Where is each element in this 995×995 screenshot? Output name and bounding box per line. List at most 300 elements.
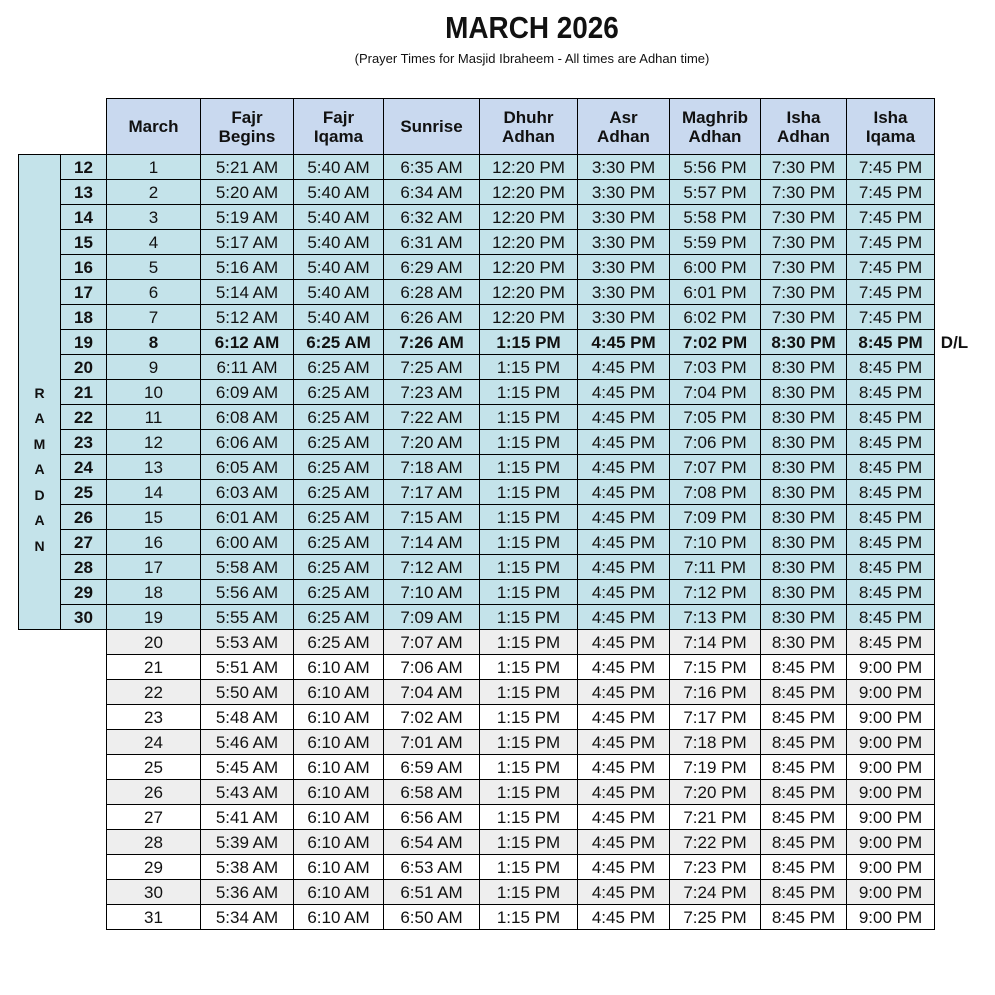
- cell-fajr-begins: 5:41 AM: [201, 805, 294, 830]
- cell-fajr-begins: 5:17 AM: [201, 230, 294, 255]
- ramadan-letter: R: [34, 384, 45, 401]
- cell-ramadan-day: 16: [61, 255, 107, 280]
- cell-dhuhr-adhan: 1:15 PM: [480, 805, 578, 830]
- cell-maghrib-adhan: 5:59 PM: [670, 230, 761, 255]
- cell-asr-adhan: 4:45 PM: [578, 705, 670, 730]
- cell-isha-iqama: 8:45 PM: [847, 480, 935, 505]
- blank-cell: [19, 705, 61, 730]
- header-spacer: [19, 99, 61, 155]
- cell-fajr-iqama: 6:10 AM: [294, 780, 384, 805]
- cell-asr-adhan: 4:45 PM: [578, 630, 670, 655]
- cell-isha-iqama: 7:45 PM: [847, 305, 935, 330]
- blank-cell: [61, 680, 107, 705]
- cell-sunrise: 6:26 AM: [384, 305, 480, 330]
- cell-maghrib-adhan: 7:15 PM: [670, 655, 761, 680]
- cell-maghrib-adhan: 6:02 PM: [670, 305, 761, 330]
- cell-sunrise: 7:23 AM: [384, 380, 480, 405]
- cell-isha-adhan: 8:30 PM: [761, 630, 847, 655]
- cell-fajr-begins: 5:55 AM: [201, 605, 294, 630]
- cell-sunrise: 6:58 AM: [384, 780, 480, 805]
- cell-dhuhr-adhan: 1:15 PM: [480, 555, 578, 580]
- cell-asr-adhan: 4:45 PM: [578, 905, 670, 930]
- cell-date: 2: [107, 180, 201, 205]
- cell-asr-adhan: 4:45 PM: [578, 830, 670, 855]
- cell-isha-adhan: 8:30 PM: [761, 430, 847, 455]
- blank-cell: [19, 880, 61, 905]
- cell-fajr-begins: 6:09 AM: [201, 380, 294, 405]
- cell-fajr-iqama: 6:25 AM: [294, 630, 384, 655]
- cell-dhuhr-adhan: 1:15 PM: [480, 655, 578, 680]
- cell-dhuhr-adhan: 1:15 PM: [480, 680, 578, 705]
- cell-dhuhr-adhan: 1:15 PM: [480, 855, 578, 880]
- table-row: [19, 730, 975, 755]
- cell-asr-adhan: 4:45 PM: [578, 330, 670, 355]
- cell-note: [935, 555, 975, 580]
- cell-maghrib-adhan: 7:18 PM: [670, 730, 761, 755]
- cell-maghrib-adhan: 7:12 PM: [670, 580, 761, 605]
- cell-isha-adhan: 8:45 PM: [761, 705, 847, 730]
- cell-isha-iqama: 7:45 PM: [847, 155, 935, 180]
- cell-maghrib-adhan: 7:14 PM: [670, 630, 761, 655]
- blank-cell: [61, 730, 107, 755]
- cell-sunrise: 7:07 AM: [384, 630, 480, 655]
- cell-fajr-iqama: 6:10 AM: [294, 855, 384, 880]
- table-row: [19, 205, 975, 230]
- table-row: [19, 180, 975, 205]
- cell-dhuhr-adhan: 1:15 PM: [480, 480, 578, 505]
- cell-sunrise: 6:34 AM: [384, 180, 480, 205]
- cell-maghrib-adhan: 7:19 PM: [670, 755, 761, 780]
- cell-maghrib-adhan: 7:16 PM: [670, 680, 761, 705]
- cell-date: 18: [107, 580, 201, 605]
- blank-cell: [61, 805, 107, 830]
- cell-asr-adhan: 4:45 PM: [578, 480, 670, 505]
- cell-asr-adhan: 4:45 PM: [578, 580, 670, 605]
- cell-ramadan-day: 26: [61, 505, 107, 530]
- cell-isha-adhan: 8:30 PM: [761, 580, 847, 605]
- cell-fajr-iqama: 6:25 AM: [294, 480, 384, 505]
- cell-isha-adhan: 8:45 PM: [761, 655, 847, 680]
- cell-isha-adhan: 8:45 PM: [761, 780, 847, 805]
- blank-cell: [19, 655, 61, 680]
- table-row: [19, 655, 975, 680]
- cell-dhuhr-adhan: 12:20 PM: [480, 280, 578, 305]
- cell-asr-adhan: 4:45 PM: [578, 730, 670, 755]
- ramadan-letter: A: [34, 512, 45, 529]
- page-subtitle: (Prayer Times for Masjid Ibraheem - All times are Adhan time): [354, 51, 710, 66]
- cell-asr-adhan: 3:30 PM: [578, 205, 670, 230]
- cell-ramadan-day: 25: [61, 480, 107, 505]
- table-row: [19, 455, 975, 480]
- cell-ramadan-day: 14: [61, 205, 107, 230]
- cell-asr-adhan: 4:45 PM: [578, 555, 670, 580]
- cell-isha-adhan: 7:30 PM: [761, 230, 847, 255]
- cell-fajr-iqama: 6:10 AM: [294, 755, 384, 780]
- table-row: [19, 380, 975, 405]
- table-row: [19, 230, 975, 255]
- cell-isha-iqama: 9:00 PM: [847, 880, 935, 905]
- cell-note: [935, 780, 975, 805]
- blank-cell: [61, 830, 107, 855]
- cell-fajr-begins: 5:51 AM: [201, 655, 294, 680]
- cell-sunrise: 7:12 AM: [384, 555, 480, 580]
- cell-date: 22: [107, 680, 201, 705]
- cell-note: [935, 180, 975, 205]
- cell-date: 31: [107, 905, 201, 930]
- cell-fajr-begins: 5:21 AM: [201, 155, 294, 180]
- cell-note: [935, 580, 975, 605]
- table-row: [19, 280, 975, 305]
- blank-cell: [61, 705, 107, 730]
- cell-fajr-begins: 5:46 AM: [201, 730, 294, 755]
- cell-date: 16: [107, 530, 201, 555]
- cell-isha-adhan: 8:30 PM: [761, 355, 847, 380]
- cell-maghrib-adhan: 7:10 PM: [670, 530, 761, 555]
- cell-note: [935, 405, 975, 430]
- cell-fajr-begins: 5:45 AM: [201, 755, 294, 780]
- blank-cell: [61, 630, 107, 655]
- cell-fajr-begins: 6:03 AM: [201, 480, 294, 505]
- cell-date: 23: [107, 705, 201, 730]
- cell-dhuhr-adhan: 1:15 PM: [480, 580, 578, 605]
- table-row: [19, 355, 975, 380]
- cell-sunrise: 6:29 AM: [384, 255, 480, 280]
- blank-cell: [19, 680, 61, 705]
- cell-isha-iqama: 8:45 PM: [847, 330, 935, 355]
- cell-asr-adhan: 4:45 PM: [578, 405, 670, 430]
- cell-ramadan-day: 18: [61, 305, 107, 330]
- cell-fajr-iqama: 5:40 AM: [294, 280, 384, 305]
- table-row: [19, 430, 975, 455]
- cell-fajr-iqama: 6:25 AM: [294, 505, 384, 530]
- cell-sunrise: 6:56 AM: [384, 805, 480, 830]
- cell-isha-adhan: 7:30 PM: [761, 280, 847, 305]
- cell-sunrise: 6:32 AM: [384, 205, 480, 230]
- cell-maghrib-adhan: 7:03 PM: [670, 355, 761, 380]
- ramadan-letter: A: [34, 461, 45, 478]
- cell-isha-iqama: 8:45 PM: [847, 455, 935, 480]
- cell-asr-adhan: 4:45 PM: [578, 855, 670, 880]
- ramadan-letter: A: [34, 410, 45, 427]
- cell-isha-adhan: 8:30 PM: [761, 555, 847, 580]
- cell-note: [935, 705, 975, 730]
- cell-isha-iqama: 9:00 PM: [847, 755, 935, 780]
- cell-sunrise: 6:53 AM: [384, 855, 480, 880]
- cell-note: [935, 455, 975, 480]
- table-row: [19, 480, 975, 505]
- cell-isha-iqama: 8:45 PM: [847, 605, 935, 630]
- cell-isha-iqama: 8:45 PM: [847, 505, 935, 530]
- cell-fajr-begins: 6:11 AM: [201, 355, 294, 380]
- cell-date: 11: [107, 405, 201, 430]
- cell-sunrise: 7:25 AM: [384, 355, 480, 380]
- cell-asr-adhan: 4:45 PM: [578, 805, 670, 830]
- blank-cell: [19, 755, 61, 780]
- ramadan-label: [19, 155, 61, 630]
- cell-note: [935, 480, 975, 505]
- cell-isha-iqama: 7:45 PM: [847, 280, 935, 305]
- table-row: [19, 155, 975, 180]
- blank-cell: [19, 905, 61, 930]
- cell-sunrise: 7:26 AM: [384, 330, 480, 355]
- cell-fajr-begins: 5:43 AM: [201, 780, 294, 805]
- cell-isha-adhan: 8:45 PM: [761, 855, 847, 880]
- cell-fajr-begins: 5:20 AM: [201, 180, 294, 205]
- cell-note: [935, 305, 975, 330]
- cell-asr-adhan: 4:45 PM: [578, 530, 670, 555]
- cell-date: 6: [107, 280, 201, 305]
- table-row: [19, 705, 975, 730]
- header-row: [19, 99, 975, 155]
- cell-fajr-iqama: 6:25 AM: [294, 430, 384, 455]
- cell-sunrise: 7:22 AM: [384, 405, 480, 430]
- table-row: [19, 405, 975, 430]
- cell-note: [935, 355, 975, 380]
- cell-date: 25: [107, 755, 201, 780]
- cell-note: [935, 655, 975, 680]
- cell-isha-adhan: 8:45 PM: [761, 905, 847, 930]
- cell-maghrib-adhan: 5:58 PM: [670, 205, 761, 230]
- table-row: [19, 555, 975, 580]
- cell-date: 10: [107, 380, 201, 405]
- cell-sunrise: 6:35 AM: [384, 155, 480, 180]
- cell-date: 7: [107, 305, 201, 330]
- cell-isha-iqama: 7:45 PM: [847, 255, 935, 280]
- cell-isha-iqama: 9:00 PM: [847, 905, 935, 930]
- cell-maghrib-adhan: 7:17 PM: [670, 705, 761, 730]
- cell-asr-adhan: 3:30 PM: [578, 155, 670, 180]
- cell-fajr-begins: 5:12 AM: [201, 305, 294, 330]
- cell-ramadan-day: 28: [61, 555, 107, 580]
- cell-date: 3: [107, 205, 201, 230]
- cell-note: [935, 630, 975, 655]
- cell-isha-iqama: 8:45 PM: [847, 355, 935, 380]
- cell-note: [935, 755, 975, 780]
- cell-isha-adhan: 8:45 PM: [761, 680, 847, 705]
- blank-cell: [19, 830, 61, 855]
- cell-ramadan-day: 22: [61, 405, 107, 430]
- cell-sunrise: 6:50 AM: [384, 905, 480, 930]
- blank-cell: [19, 630, 61, 655]
- cell-isha-iqama: 8:45 PM: [847, 405, 935, 430]
- cell-fajr-begins: 5:53 AM: [201, 630, 294, 655]
- table-row: [19, 805, 975, 830]
- table-row: [19, 255, 975, 280]
- cell-isha-adhan: 8:30 PM: [761, 530, 847, 555]
- cell-isha-iqama: 9:00 PM: [847, 655, 935, 680]
- cell-date: 28: [107, 830, 201, 855]
- cell-isha-iqama: 7:45 PM: [847, 230, 935, 255]
- cell-ramadan-day: 29: [61, 580, 107, 605]
- cell-ramadan-day: 30: [61, 605, 107, 630]
- table-row: [19, 605, 975, 630]
- blank-cell: [19, 855, 61, 880]
- table-row: [19, 855, 975, 880]
- cell-fajr-iqama: 6:10 AM: [294, 655, 384, 680]
- cell-fajr-iqama: 6:25 AM: [294, 380, 384, 405]
- blank-cell: [61, 855, 107, 880]
- cell-dhuhr-adhan: 12:20 PM: [480, 180, 578, 205]
- blank-cell: [19, 730, 61, 755]
- cell-ramadan-day: 21: [61, 380, 107, 405]
- cell-sunrise: 7:01 AM: [384, 730, 480, 755]
- cell-asr-adhan: 3:30 PM: [578, 305, 670, 330]
- cell-isha-iqama: 8:45 PM: [847, 555, 935, 580]
- ramadan-letter: N: [34, 537, 45, 554]
- cell-maghrib-adhan: 7:04 PM: [670, 380, 761, 405]
- cell-note: [935, 680, 975, 705]
- cell-isha-iqama: 8:45 PM: [847, 530, 935, 555]
- blank-cell: [61, 880, 107, 905]
- cell-maghrib-adhan: 6:00 PM: [670, 255, 761, 280]
- cell-maghrib-adhan: 7:22 PM: [670, 830, 761, 855]
- cell-fajr-begins: 5:38 AM: [201, 855, 294, 880]
- cell-maghrib-adhan: 7:23 PM: [670, 855, 761, 880]
- cell-note: D/L: [940, 332, 969, 352]
- cell-dhuhr-adhan: 1:15 PM: [480, 605, 578, 630]
- cell-isha-adhan: 8:30 PM: [761, 455, 847, 480]
- cell-sunrise: 7:10 AM: [384, 580, 480, 605]
- cell-date: 12: [107, 430, 201, 455]
- cell-ramadan-day: 13: [61, 180, 107, 205]
- header-fajr-begins: Fajr Begins: [201, 99, 294, 155]
- cell-isha-adhan: 7:30 PM: [761, 155, 847, 180]
- cell-note: [935, 730, 975, 755]
- cell-note: [935, 605, 975, 630]
- cell-ramadan-day: 20: [61, 355, 107, 380]
- cell-maghrib-adhan: 5:57 PM: [670, 180, 761, 205]
- cell-date: 4: [107, 230, 201, 255]
- page-title: MARCH 2026: [445, 10, 619, 45]
- cell-isha-adhan: 8:45 PM: [761, 730, 847, 755]
- cell-date: 14: [107, 480, 201, 505]
- cell-maghrib-adhan: 7:24 PM: [670, 880, 761, 905]
- cell-fajr-begins: 5:48 AM: [201, 705, 294, 730]
- cell-fajr-begins: 5:16 AM: [201, 255, 294, 280]
- cell-sunrise: 7:14 AM: [384, 530, 480, 555]
- cell-maghrib-adhan: 7:02 PM: [670, 330, 761, 355]
- ramadan-letter: M: [33, 435, 46, 452]
- cell-isha-iqama: 9:00 PM: [847, 705, 935, 730]
- cell-date: 5: [107, 255, 201, 280]
- cell-fajr-begins: 5:34 AM: [201, 905, 294, 930]
- cell-asr-adhan: 4:45 PM: [578, 380, 670, 405]
- header-spacer: [61, 99, 107, 155]
- cell-sunrise: 7:06 AM: [384, 655, 480, 680]
- cell-maghrib-adhan: 7:11 PM: [670, 555, 761, 580]
- cell-sunrise: 6:59 AM: [384, 755, 480, 780]
- cell-fajr-iqama: 6:25 AM: [294, 355, 384, 380]
- cell-isha-adhan: 8:45 PM: [761, 755, 847, 780]
- table-row: [19, 630, 975, 655]
- cell-fajr-iqama: 6:25 AM: [294, 330, 384, 355]
- cell-dhuhr-adhan: 12:20 PM: [480, 255, 578, 280]
- cell-dhuhr-adhan: 1:15 PM: [480, 380, 578, 405]
- table-row: [19, 755, 975, 780]
- cell-asr-adhan: 4:45 PM: [578, 680, 670, 705]
- cell-maghrib-adhan: 7:06 PM: [670, 430, 761, 455]
- cell-fajr-begins: 5:14 AM: [201, 280, 294, 305]
- cell-sunrise: 6:51 AM: [384, 880, 480, 905]
- cell-fajr-iqama: 6:25 AM: [294, 605, 384, 630]
- cell-sunrise: 7:18 AM: [384, 455, 480, 480]
- cell-maghrib-adhan: 7:13 PM: [670, 605, 761, 630]
- cell-note: [935, 530, 975, 555]
- cell-isha-iqama: 9:00 PM: [847, 680, 935, 705]
- cell-maghrib-adhan: 5:56 PM: [670, 155, 761, 180]
- cell-fajr-begins: 6:08 AM: [201, 405, 294, 430]
- cell-note: [935, 255, 975, 280]
- cell-note: [935, 155, 975, 180]
- cell-date: 13: [107, 455, 201, 480]
- cell-maghrib-adhan: 7:25 PM: [670, 905, 761, 930]
- table-row: [19, 680, 975, 705]
- cell-sunrise: 7:02 AM: [384, 705, 480, 730]
- cell-dhuhr-adhan: 1:15 PM: [480, 355, 578, 380]
- cell-sunrise: 6:28 AM: [384, 280, 480, 305]
- header-maghrib-adhan: Maghrib Adhan: [670, 99, 761, 155]
- cell-isha-iqama: 8:45 PM: [847, 380, 935, 405]
- cell-isha-iqama: 9:00 PM: [847, 730, 935, 755]
- cell-isha-adhan: 8:30 PM: [761, 505, 847, 530]
- cell-isha-iqama: 9:00 PM: [847, 830, 935, 855]
- cell-asr-adhan: 4:45 PM: [578, 455, 670, 480]
- header-march: March: [107, 99, 201, 155]
- cell-asr-adhan: 3:30 PM: [578, 280, 670, 305]
- cell-fajr-begins: 6:00 AM: [201, 530, 294, 555]
- cell-date: 29: [107, 855, 201, 880]
- cell-asr-adhan: 4:45 PM: [578, 780, 670, 805]
- header-spacer: [935, 99, 975, 155]
- cell-isha-adhan: 8:30 PM: [761, 480, 847, 505]
- cell-ramadan-day: 12: [61, 155, 107, 180]
- cell-dhuhr-adhan: 1:15 PM: [480, 430, 578, 455]
- cell-date: 1: [107, 155, 201, 180]
- header-fajr-iqama: Fajr Iqama: [294, 99, 384, 155]
- cell-isha-adhan: 8:30 PM: [761, 380, 847, 405]
- cell-fajr-iqama: 6:10 AM: [294, 730, 384, 755]
- cell-fajr-iqama: 6:10 AM: [294, 805, 384, 830]
- cell-asr-adhan: 4:45 PM: [578, 880, 670, 905]
- cell-fajr-begins: 6:06 AM: [201, 430, 294, 455]
- cell-fajr-iqama: 5:40 AM: [294, 205, 384, 230]
- cell-sunrise: 7:17 AM: [384, 480, 480, 505]
- cell-isha-adhan: 8:45 PM: [761, 805, 847, 830]
- cell-date: 24: [107, 730, 201, 755]
- cell-date: 15: [107, 505, 201, 530]
- cell-sunrise: 7:20 AM: [384, 430, 480, 455]
- cell-date: 8: [107, 330, 201, 355]
- cell-note: [935, 380, 975, 405]
- cell-fajr-iqama: 6:25 AM: [294, 580, 384, 605]
- cell-fajr-iqama: 6:10 AM: [294, 680, 384, 705]
- prayer-times-table: [18, 98, 975, 930]
- blank-cell: [19, 780, 61, 805]
- cell-isha-adhan: 8:45 PM: [761, 880, 847, 905]
- cell-isha-adhan: 7:30 PM: [761, 305, 847, 330]
- cell-isha-iqama: 7:45 PM: [847, 205, 935, 230]
- cell-fajr-begins: 5:19 AM: [201, 205, 294, 230]
- cell-dhuhr-adhan: 1:15 PM: [480, 730, 578, 755]
- cell-date: 20: [107, 630, 201, 655]
- cell-isha-iqama: 8:45 PM: [847, 580, 935, 605]
- cell-fajr-begins: 5:56 AM: [201, 580, 294, 605]
- header-isha-adhan: Isha Adhan: [761, 99, 847, 155]
- cell-dhuhr-adhan: 1:15 PM: [480, 455, 578, 480]
- table-row: [19, 830, 975, 855]
- table-row: [19, 305, 975, 330]
- cell-dhuhr-adhan: 1:15 PM: [480, 505, 578, 530]
